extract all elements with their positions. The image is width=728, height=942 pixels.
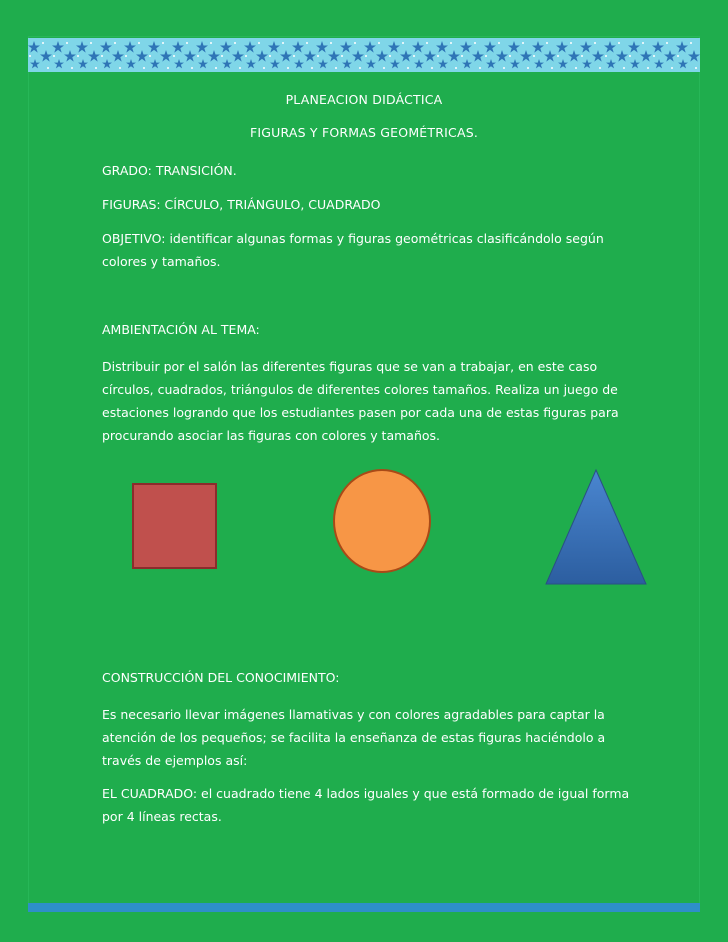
bottom-bar — [28, 903, 700, 912]
ambientacion-paragraph: Distribuir por el salón las diferentes figuras que se van a trabajar, en este caso círculos, cuadrados, triángulos de diferentes colores tamaños. Realiza un juego de estaciones logrando que los estudiantes pasen por cada una de estas figuras para procurando asociar las figuras con colores y tamaños. — [102, 359, 619, 443]
document-subtitle: FIGURAS Y FORMAS GEOMÉTRICAS. — [249, 125, 479, 140]
star-border-decoration — [28, 38, 700, 72]
construccion-heading: CONSTRUCCIÓN DEL CONOCIMIENTO: — [102, 670, 340, 685]
square-description-paragraph: EL CUADRADO: el cuadrado tiene 4 lados iguales y que está formado de igual forma por 4 líneas rectas. — [102, 786, 630, 824]
document-title: PLANEACION DIDÁCTICA — [285, 92, 443, 107]
objective-paragraph: OBJETIVO: identificar algunas formas y figuras geométricas clasificándolo según colores y tamaños. — [102, 231, 604, 269]
figures-line: FIGURAS: CÍRCULO, TRIÁNGULO, CUADRADO — [102, 197, 381, 212]
blue-triangle-shape — [544, 468, 648, 588]
grade-line: GRADO: TRANSICIÓN. — [102, 163, 237, 178]
orange-circle-shape — [333, 469, 431, 573]
construccion-paragraph: Es necesario llevar imágenes llamativas y con colores agradables para captar la atención de los pequeños; se facilita la enseñanza de estas figuras haciéndolo a través de ejemplos así: — [102, 707, 606, 768]
red-square-shape — [132, 483, 217, 569]
ambientacion-heading: AMBIENTACIÓN AL TEMA: — [102, 322, 260, 337]
